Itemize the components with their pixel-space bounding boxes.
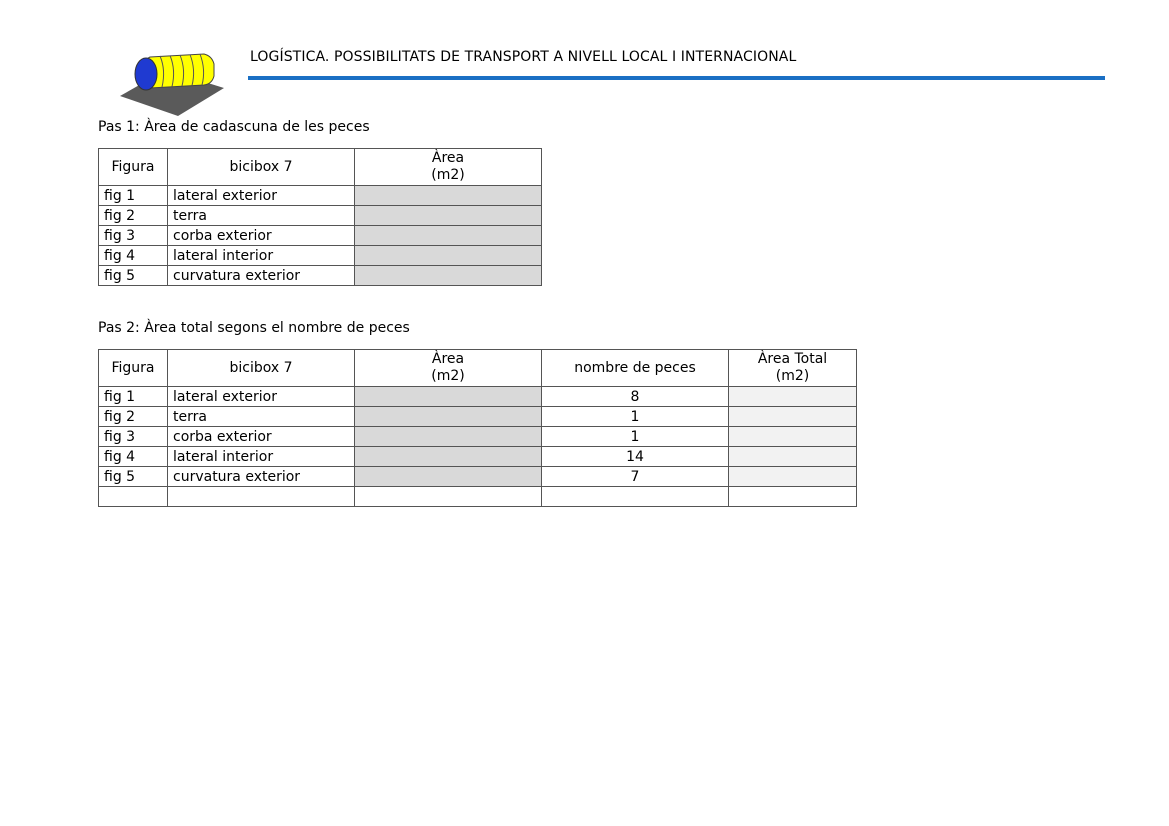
step2-header-row bbox=[99, 350, 857, 387]
count-cell bbox=[542, 487, 729, 507]
count-cell: 8 bbox=[542, 387, 729, 407]
table-row bbox=[99, 206, 542, 226]
header-bicibox: bicibox 7 bbox=[168, 149, 355, 186]
bicibox-cylinder-logo bbox=[120, 52, 224, 116]
area-input-cell[interactable] bbox=[355, 407, 542, 427]
step1-title: Pas 1: Àrea de cadascuna de les peces bbox=[98, 119, 370, 135]
area-input-cell[interactable] bbox=[355, 246, 542, 266]
table-row bbox=[99, 447, 857, 467]
fig-cell bbox=[99, 487, 168, 507]
total-area-input-cell[interactable] bbox=[729, 407, 857, 427]
total-area-input-cell[interactable] bbox=[729, 387, 857, 407]
header-count: nombre de peces bbox=[542, 350, 729, 387]
document-title: LOGÍSTICA. POSSIBILITATS DE TRANSPORT A NIVELL LOCAL I INTERNACIONAL bbox=[250, 49, 797, 65]
area-input-cell[interactable] bbox=[355, 266, 542, 286]
piece-cell: corba exterior bbox=[168, 226, 355, 246]
step1-header-row bbox=[99, 149, 542, 186]
table-row bbox=[99, 387, 857, 407]
fig-cell: fig 2 bbox=[99, 407, 168, 427]
table-row bbox=[99, 427, 857, 447]
table-row bbox=[99, 186, 542, 206]
piece-cell: corba exterior bbox=[168, 427, 355, 447]
count-cell: 1 bbox=[542, 427, 729, 447]
logo-cylinder-cap bbox=[135, 58, 157, 90]
total-area-input-cell[interactable] bbox=[729, 427, 857, 447]
header-area-unit: (m2) bbox=[431, 368, 465, 384]
count-cell: 1 bbox=[542, 407, 729, 427]
area-input-cell[interactable] bbox=[355, 447, 542, 467]
area-input-cell[interactable] bbox=[355, 226, 542, 246]
fig-cell: fig 3 bbox=[99, 226, 168, 246]
total-area-input-cell[interactable] bbox=[729, 467, 857, 487]
piece-cell: lateral interior bbox=[168, 246, 355, 266]
fig-cell: fig 3 bbox=[99, 427, 168, 447]
header-area-label: Àrea bbox=[431, 351, 465, 367]
header-area bbox=[355, 149, 542, 186]
piece-cell: lateral exterior bbox=[168, 387, 355, 407]
total-area-cell bbox=[729, 487, 857, 507]
piece-cell: terra bbox=[168, 407, 355, 427]
step2-title: Pas 2: Àrea total segons el nombre de peces bbox=[98, 320, 410, 336]
header-area-label: Àrea bbox=[431, 150, 465, 166]
fig-cell: fig 5 bbox=[99, 266, 168, 286]
title-divider bbox=[248, 76, 1105, 80]
piece-cell: lateral exterior bbox=[168, 186, 355, 206]
piece-cell bbox=[168, 487, 355, 507]
total-area-input-cell[interactable] bbox=[729, 447, 857, 467]
header-total-label: Àrea Total bbox=[757, 351, 828, 367]
area-input-cell[interactable] bbox=[355, 467, 542, 487]
table-row bbox=[99, 467, 857, 487]
table-row bbox=[99, 266, 542, 286]
header-figura: Figura bbox=[99, 350, 168, 387]
step2-table bbox=[98, 349, 857, 507]
header-figura: Figura bbox=[99, 149, 168, 186]
table-row bbox=[99, 226, 542, 246]
step1-table bbox=[98, 148, 542, 286]
fig-cell: fig 1 bbox=[99, 387, 168, 407]
header-total-area bbox=[729, 350, 857, 387]
fig-cell: fig 5 bbox=[99, 467, 168, 487]
count-cell: 7 bbox=[542, 467, 729, 487]
fig-cell: fig 1 bbox=[99, 186, 168, 206]
header-bicibox: bicibox 7 bbox=[168, 350, 355, 387]
fig-cell: fig 2 bbox=[99, 206, 168, 226]
count-cell: 14 bbox=[542, 447, 729, 467]
piece-cell: lateral interior bbox=[168, 447, 355, 467]
piece-cell: curvatura exterior bbox=[168, 266, 355, 286]
piece-cell: curvatura exterior bbox=[168, 467, 355, 487]
table-row bbox=[99, 246, 542, 266]
piece-cell: terra bbox=[168, 206, 355, 226]
area-input-cell[interactable] bbox=[355, 206, 542, 226]
header-area-unit: (m2) bbox=[431, 167, 465, 183]
area-input-cell[interactable] bbox=[355, 387, 542, 407]
area-input-cell[interactable] bbox=[355, 427, 542, 447]
header-total-unit: (m2) bbox=[775, 368, 810, 384]
area-cell bbox=[355, 487, 542, 507]
header-area bbox=[355, 350, 542, 387]
area-input-cell[interactable] bbox=[355, 186, 542, 206]
table-row-empty bbox=[99, 487, 857, 507]
fig-cell: fig 4 bbox=[99, 246, 168, 266]
table-row bbox=[99, 407, 857, 427]
fig-cell: fig 4 bbox=[99, 447, 168, 467]
